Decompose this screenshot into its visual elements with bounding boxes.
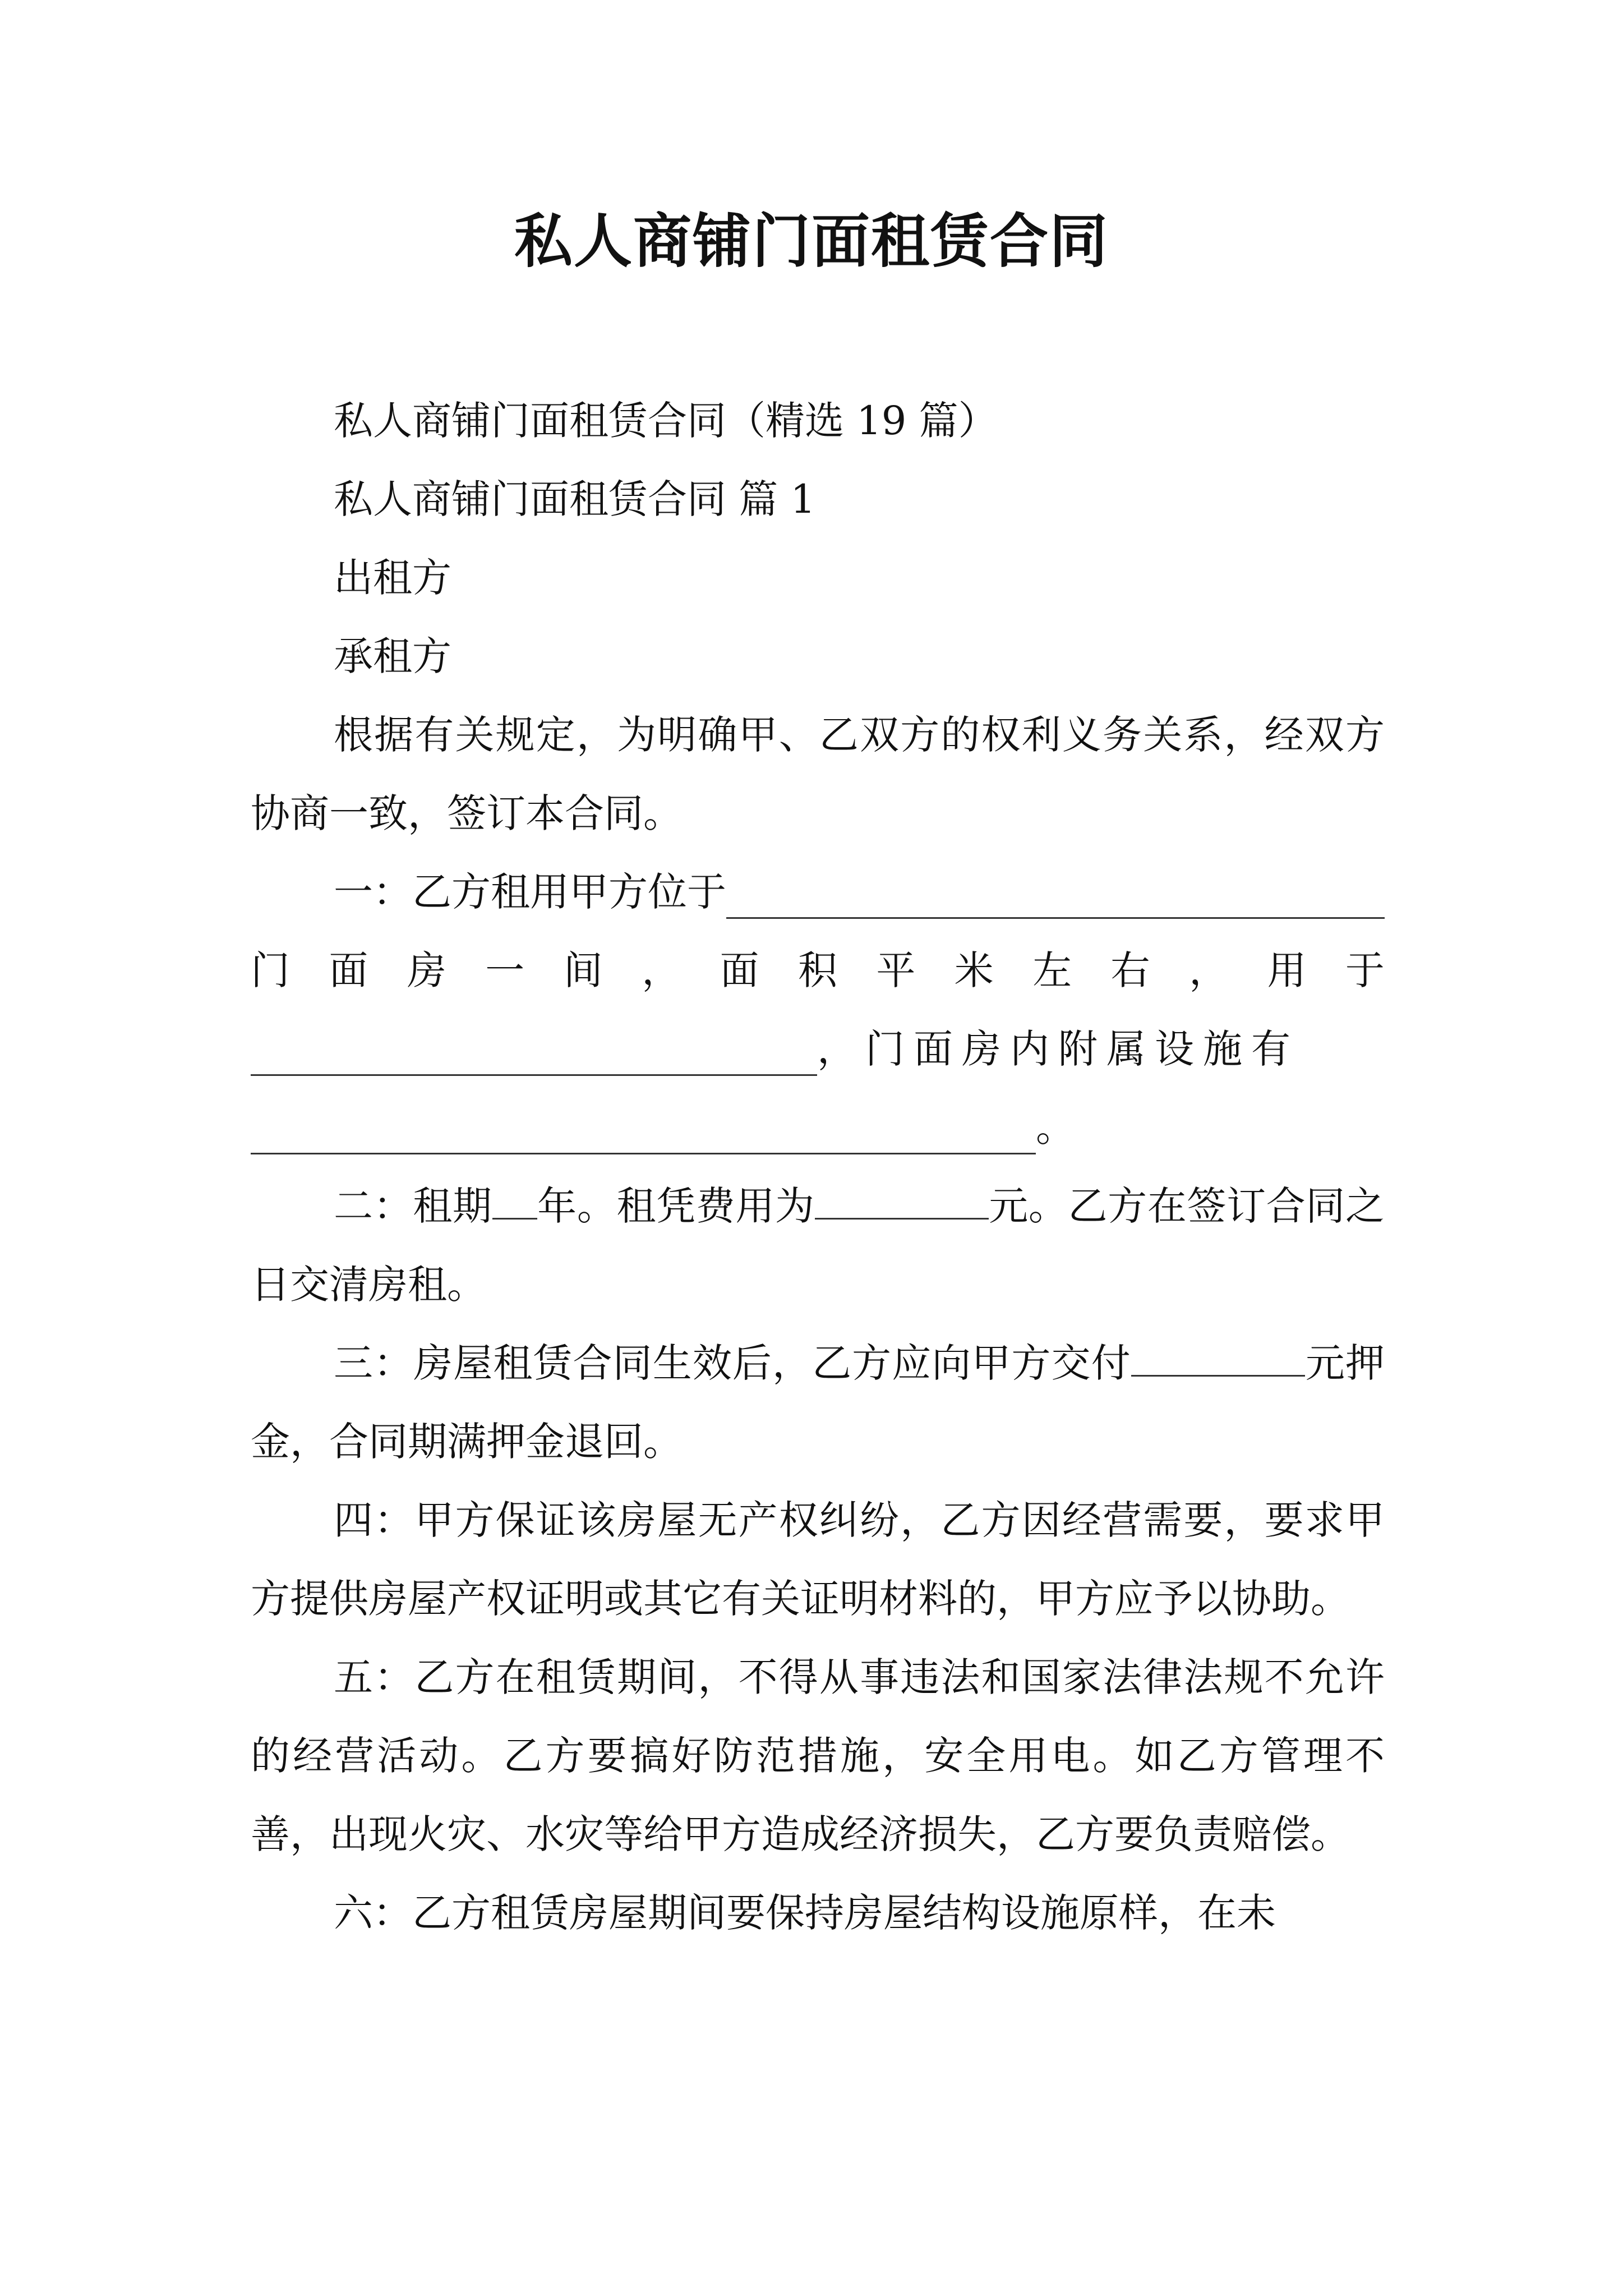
spaced-char: 间 [563,947,603,993]
spaced-char: ， [642,947,681,993]
spaced-char: 平 [876,947,916,993]
lessee-label: 承租方 [334,633,451,679]
spaced-char: 门 [251,947,290,993]
rent-amount-blank [815,1174,989,1220]
clause-1-spaced-line [251,931,1385,1010]
deposit-blank [1131,1331,1305,1377]
clause-2 [251,1167,1385,1324]
document-body [251,381,1385,1952]
clause-3 [251,1324,1385,1481]
clause-2-part3: 元。乙方在签订合同之日交清房租。 [251,1183,1385,1308]
spaced-char: 一 [485,947,525,993]
clause-2-part1: 二：租期 [334,1183,492,1229]
clause-6: 六：乙方租赁房屋期间要保持房屋结构设施原样，在未 [334,1890,1276,1936]
clause-1-part1: 一：乙方租用甲方位于 [334,869,726,915]
clause-1-part3: ，门面房内附属设施有 [817,1026,1299,1072]
spaced-char: 于 [1345,947,1385,993]
spaced-char: 积 [797,947,837,993]
lessor-label: 出租方 [334,555,451,601]
facilities-blank [251,1109,1036,1154]
clause-2-part2: 年。租凭费用为 [537,1183,815,1229]
clause-4: 四：甲方保证该房屋无产权纠纷，乙方因经营需要，要求甲方提供房屋产权证明或其它有关证明材料的，甲方应予以协助。 [251,1497,1385,1622]
spaced-char: 左 [1032,947,1072,993]
spaced-char: 用 [1267,947,1307,993]
clause-1-part4: 。 [1036,1105,1075,1151]
location-blank [726,873,1385,919]
spaced-char: 房 [407,947,446,993]
term-years-blank [492,1174,537,1220]
clause-3-part2: 元押金，合同期满押金退回。 [251,1340,1385,1465]
clause-1 [251,853,1385,1167]
spaced-char: 面 [720,947,759,993]
spaced-char: 米 [954,947,994,993]
usage-blank [251,1030,817,1076]
section-heading: 私人商铺门面租赁合同 篇 1 [334,476,816,522]
spaced-char: 面 [329,947,368,993]
spaced-char: ， [1189,947,1229,993]
subtitle: 私人商铺门面租赁合同（精选 19 篇） [334,398,998,444]
intro-paragraph: 根据有关规定，为明确甲、乙双方的权利义务关系，经双方协商一致，签订本合同。 [251,712,1385,836]
document-title: 私人商铺门面租赁合同 [514,206,1109,275]
spaced-char: 右 [1110,947,1150,993]
clause-5: 五：乙方在租赁期间，不得从事违法和国家法律法规不允许的经营活动。乙方要搞好防范措施，安全用电。如乙方管理不善，出现火灾、水灾等给甲方造成经济损失，乙方要负责赔偿。 [251,1654,1385,1857]
clause-3-part1: 三：房屋租赁合同生效后，乙方应向甲方交付 [334,1340,1131,1386]
